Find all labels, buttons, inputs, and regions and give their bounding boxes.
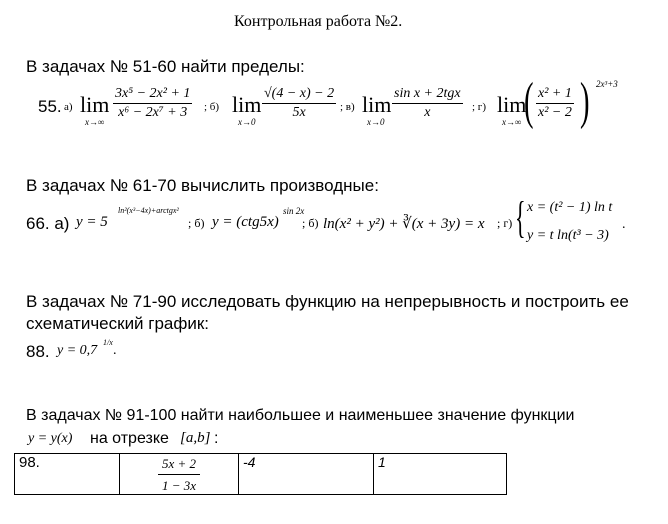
system-line-2: y = t ln(t³ − 3)	[527, 228, 609, 243]
lim-b-sub: x→0	[238, 117, 256, 127]
cell-function	[120, 454, 239, 495]
interval: [a,b]	[180, 430, 211, 446]
deriv-end: .	[622, 217, 626, 232]
problem-table	[14, 453, 507, 495]
table-row	[15, 454, 507, 495]
lim-a-sub: x→∞	[85, 117, 105, 127]
deriv-a-exp: ln²(x³−4x)+arctgx²	[118, 206, 179, 215]
function-yx: y = y(x)	[28, 431, 73, 446]
lim-b: lim	[232, 92, 262, 117]
fraction-c-num: sin x + 2tgx	[392, 86, 463, 104]
fraction-a-den: x⁶ − 2x⁷ + 3	[118, 105, 188, 120]
lim-d: lim	[497, 92, 527, 117]
fraction-a-num: 3x⁵ − 2x² + 1	[113, 86, 192, 104]
section-extrema-heading: В задачах № 91-100 найти наибольшее и наименьшее значение функции	[26, 407, 575, 424]
fraction-c	[392, 86, 463, 121]
fraction-a	[113, 86, 192, 121]
cell-number	[15, 454, 120, 495]
cell-b-text: 1	[378, 454, 386, 470]
cell-a-text: -4	[243, 454, 256, 470]
page-title: Контрольная работа №2.	[234, 13, 403, 30]
fraction-d-num: x² + 1	[536, 86, 574, 104]
cell-b	[374, 454, 507, 495]
cell-function-den: 1 − 3x	[161, 478, 197, 493]
on-segment-text: на отрезке	[90, 430, 169, 447]
paren-close: )	[580, 73, 590, 130]
fraction-d-den: x² − 2	[538, 105, 572, 120]
fraction-b-num: √(4 − x) − 2	[262, 86, 336, 104]
deriv-b-exp: sin 2x	[283, 206, 305, 216]
function-88-end: .	[113, 343, 117, 358]
label-66c: ; б)	[302, 216, 319, 230]
deriv-b: y = (ctg5x)	[212, 214, 279, 230]
section-continuity-heading-1: В задачах № 71-90 исследовать функцию на непрерывность и построить ее	[26, 292, 629, 311]
problem-number-66: 66. а)	[26, 214, 70, 233]
deriv-a: y = 5	[76, 214, 108, 230]
deriv-c: ln(x² + y²) + ∛(x + 3y) = x	[323, 216, 485, 232]
interval-end: :	[214, 430, 219, 447]
label-c: ; в)	[340, 101, 355, 113]
paren-open: (	[524, 73, 534, 130]
cell-a	[239, 454, 374, 495]
problem-number-88: 88.	[26, 342, 50, 361]
lim-d-sub: x→∞	[502, 117, 522, 127]
fraction-d	[536, 86, 574, 121]
function-88-exp: 1/x	[103, 338, 113, 347]
cell-number-text: 98.	[19, 454, 40, 471]
label-d: ; г)	[472, 101, 486, 113]
system-brace: {	[515, 193, 526, 242]
fraction-c-den: x	[424, 105, 431, 120]
exponent-d: 2x³+3	[596, 79, 618, 89]
function-88: y = 0,7	[57, 343, 98, 358]
lim-a: lim	[80, 92, 110, 117]
section-limits-heading: В задачах № 51-60 найти пределы:	[26, 57, 305, 76]
label-66d: ; г)	[497, 216, 513, 230]
cell-function-num: 5x + 2	[158, 456, 200, 475]
label-66b: ; б)	[188, 216, 205, 230]
fraction-b	[262, 86, 336, 121]
lim-c-sub: x→0	[367, 117, 385, 127]
system-line-1: x = (t² − 1) ln t	[527, 200, 613, 215]
label-b: ; б)	[204, 101, 220, 113]
lim-c: lim	[362, 92, 392, 117]
label-a: а)	[64, 101, 73, 113]
fraction-b-den: 5x	[292, 105, 306, 120]
section-continuity-heading-2: схематический график:	[26, 314, 210, 333]
section-derivatives-heading: В задачах № 61-70 вычислить производные:	[26, 176, 379, 195]
problem-number-55: 55.	[38, 97, 62, 116]
